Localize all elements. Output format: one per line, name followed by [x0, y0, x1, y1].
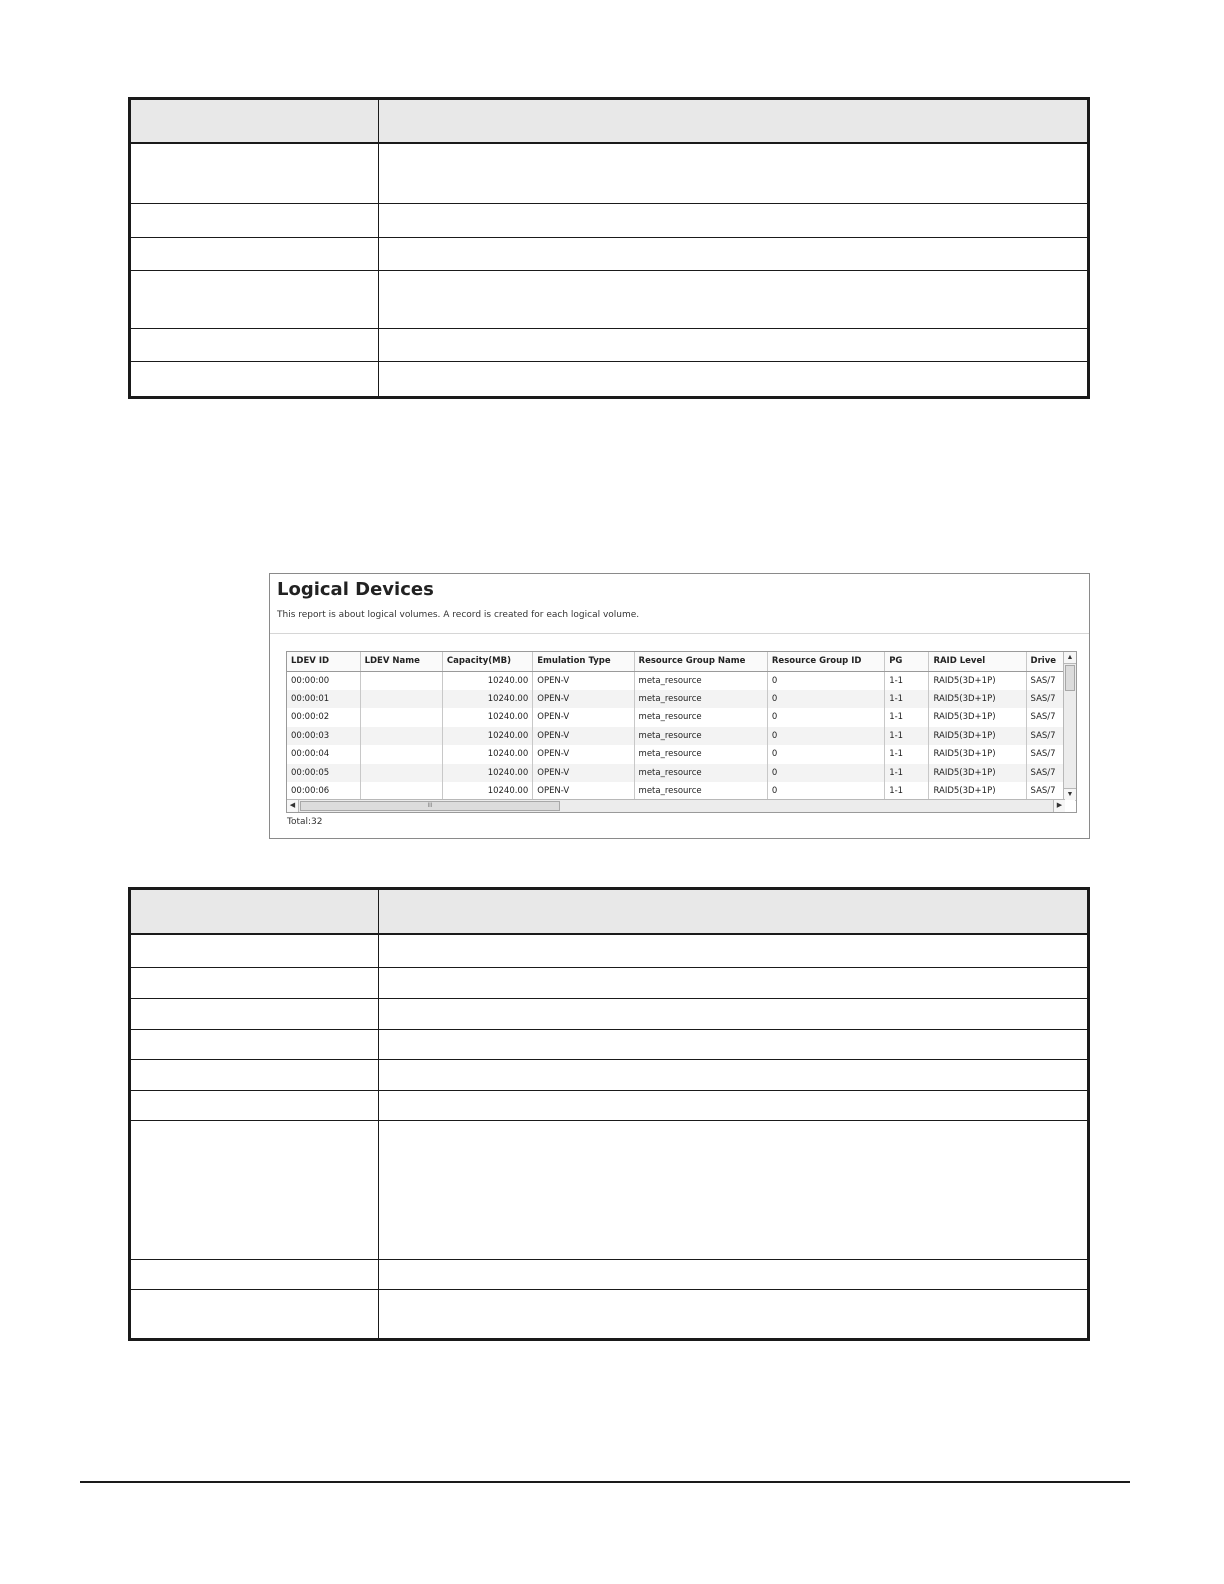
table-cell: 00:00:05 [287, 764, 360, 783]
table-row[interactable] [287, 764, 1076, 783]
table-row [131, 328, 1087, 361]
table-cell: OPEN-V [533, 690, 634, 709]
table-header-row [131, 890, 1087, 935]
table-cell: OPEN-V [533, 782, 634, 801]
table-cell [360, 727, 442, 746]
reference-table-bottom [128, 887, 1090, 1341]
table-cell: OPEN-V [533, 764, 634, 783]
table-cell: SAS/7 [1026, 690, 1075, 709]
table-row [131, 203, 1087, 237]
table-cell: 0 [767, 764, 884, 783]
table-cell: 10240.00 [442, 745, 532, 764]
table-row [131, 270, 1087, 328]
table-cell: 0 [767, 690, 884, 709]
table-cell: SAS/7 [1026, 745, 1075, 764]
horizontal-scrollbar[interactable] [287, 799, 1065, 812]
table-cell: 1-1 [885, 690, 929, 709]
table-row [131, 1090, 1087, 1120]
table-row [131, 237, 1087, 270]
table-row [131, 1120, 1087, 1259]
table-cell: 1-1 [885, 745, 929, 764]
table-cell: 10240.00 [442, 727, 532, 746]
table-cell: 10240.00 [442, 690, 532, 709]
table-cell [360, 745, 442, 764]
table-cell: 0 [767, 708, 884, 727]
table-row[interactable] [287, 671, 1076, 690]
column-header[interactable]: Drive [1026, 652, 1075, 671]
table-cell: RAID5(3D+1P) [929, 764, 1026, 783]
scroll-right-icon[interactable]: ▶ [1053, 800, 1065, 812]
table-cell: OPEN-V [533, 727, 634, 746]
table-cell: SAS/7 [1026, 708, 1075, 727]
table-row [131, 935, 1087, 967]
table-row [131, 1029, 1087, 1059]
table-cell: SAS/7 [1026, 727, 1075, 746]
table-cell: 10240.00 [442, 708, 532, 727]
column-header[interactable]: RAID Level [929, 652, 1026, 671]
table-cell: OPEN-V [533, 708, 634, 727]
column-header[interactable]: LDEV Name [360, 652, 442, 671]
total-count: Total:32 [287, 817, 323, 827]
table-cell: meta_resource [634, 727, 767, 746]
table-row [131, 1059, 1087, 1090]
vertical-scroll-thumb[interactable] [1065, 665, 1075, 691]
table-cell: SAS/7 [1026, 782, 1075, 801]
table-cell: meta_resource [634, 708, 767, 727]
table-row[interactable] [287, 708, 1076, 727]
scroll-down-icon[interactable]: ▼ [1064, 788, 1076, 800]
table-header-row [131, 100, 1087, 144]
table-cell: RAID5(3D+1P) [929, 708, 1026, 727]
table-row [131, 998, 1087, 1029]
table-cell: 1-1 [885, 708, 929, 727]
column-header[interactable]: Capacity(MB) [442, 652, 532, 671]
table-row [131, 967, 1087, 998]
table-cell: RAID5(3D+1P) [929, 745, 1026, 764]
header-divider [270, 633, 1089, 634]
table-cell: 1-1 [885, 671, 929, 690]
table-cell: 0 [767, 745, 884, 764]
vertical-scrollbar[interactable] [1063, 652, 1076, 800]
table-row [131, 144, 1087, 203]
table-cell: 0 [767, 782, 884, 801]
table-cell: 10240.00 [442, 764, 532, 783]
column-header[interactable]: Emulation Type [533, 652, 634, 671]
table-cell: OPEN-V [533, 745, 634, 764]
table-cell [360, 671, 442, 690]
horizontal-scroll-thumb[interactable]: III [300, 801, 560, 811]
table-cell [360, 690, 442, 709]
table-cell: meta_resource [634, 745, 767, 764]
column-header[interactable]: PG [885, 652, 929, 671]
table-row[interactable] [287, 782, 1076, 801]
table-cell: 10240.00 [442, 671, 532, 690]
table-cell: RAID5(3D+1P) [929, 690, 1026, 709]
table-cell: RAID5(3D+1P) [929, 727, 1026, 746]
table-cell: RAID5(3D+1P) [929, 671, 1026, 690]
table-cell [360, 764, 442, 783]
table-cell: 00:00:00 [287, 671, 360, 690]
table-row[interactable] [287, 690, 1076, 709]
scroll-left-icon[interactable]: ◀ [287, 800, 299, 812]
table-row [131, 361, 1087, 396]
logical-devices-table [287, 652, 1076, 801]
table-cell: 00:00:02 [287, 708, 360, 727]
column-header[interactable]: LDEV ID [287, 652, 360, 671]
table-cell: 00:00:01 [287, 690, 360, 709]
table-cell: SAS/7 [1026, 671, 1075, 690]
table-row [131, 1259, 1087, 1289]
table-cell: RAID5(3D+1P) [929, 782, 1026, 801]
logical-devices-grid[interactable] [286, 651, 1077, 813]
table-cell: meta_resource [634, 764, 767, 783]
table-cell: 1-1 [885, 727, 929, 746]
report-title: Logical Devices [277, 579, 434, 600]
report-description: This report is about logical volumes. A record is created for each logical volume. [277, 610, 640, 620]
reference-table-top [128, 97, 1090, 399]
logical-devices-screenshot [269, 573, 1090, 839]
table-cell: 1-1 [885, 764, 929, 783]
column-header[interactable]: Resource Group ID [767, 652, 884, 671]
table-cell [360, 782, 442, 801]
table-cell: OPEN-V [533, 671, 634, 690]
table-cell: meta_resource [634, 782, 767, 801]
table-row[interactable] [287, 745, 1076, 764]
table-cell: 0 [767, 671, 884, 690]
table-cell: meta_resource [634, 690, 767, 709]
table-cell: 00:00:03 [287, 727, 360, 746]
table-cell [360, 708, 442, 727]
table-cell: SAS/7 [1026, 764, 1075, 783]
scroll-up-icon[interactable]: ▲ [1064, 652, 1076, 664]
table-row[interactable] [287, 727, 1076, 746]
table-cell: 00:00:06 [287, 782, 360, 801]
table-cell: 1-1 [885, 782, 929, 801]
footer-rule [80, 1481, 1130, 1483]
table-cell: 0 [767, 727, 884, 746]
table-cell: meta_resource [634, 671, 767, 690]
column-header[interactable]: Resource Group Name [634, 652, 767, 671]
table-row [131, 1289, 1087, 1338]
table-cell: 00:00:04 [287, 745, 360, 764]
table-cell: 10240.00 [442, 782, 532, 801]
